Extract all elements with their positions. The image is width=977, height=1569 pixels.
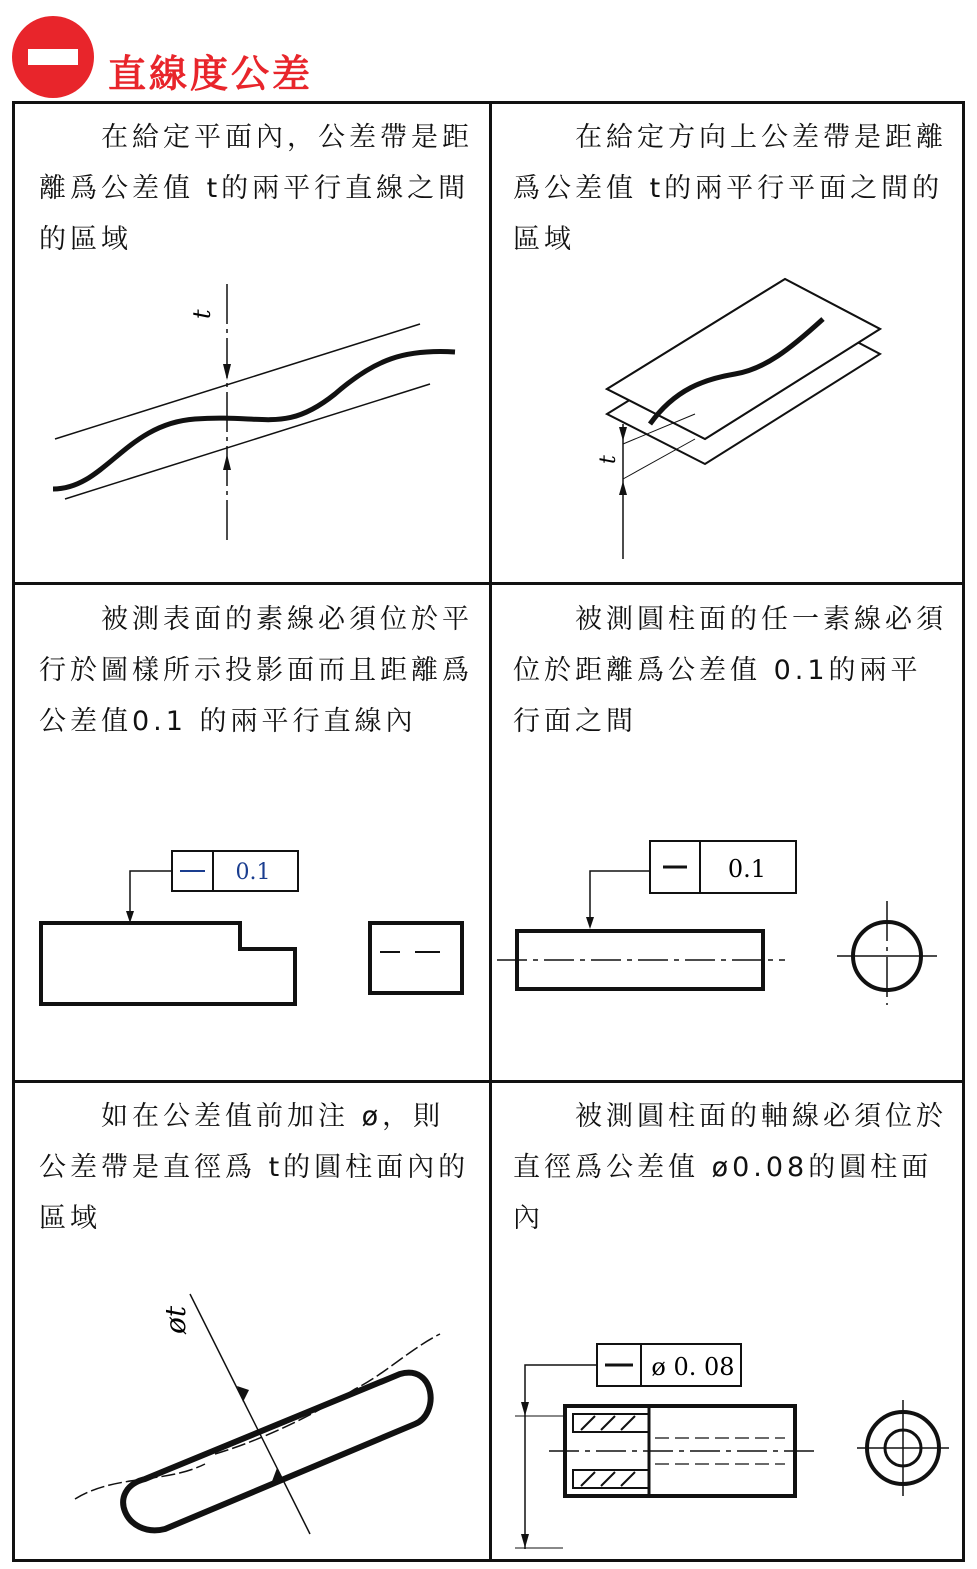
row-divider [15, 1080, 962, 1083]
cell-1-text: 在給定平面內，公差帶是距離爲公差值 t的兩平行直線之間的區域 [39, 122, 473, 255]
figure-cylinder-element [495, 839, 955, 1019]
cell-5-text: 如在公差值前加注 ø，則公差帶是直徑爲 t的圓柱面內的區域 [39, 1101, 470, 1234]
row-divider [15, 582, 962, 585]
section-title: 直線度公差 [108, 52, 314, 96]
figure-stepped-block [35, 839, 475, 1019]
cell-6-text: 被測圓柱面的軸線必須位於直徑爲公差值 ø0.08的圓柱面內 [513, 1101, 947, 1234]
figure-parallel-lines [45, 274, 465, 574]
cell-2-text: 在給定方向上公差帶是距離爲公差值 t的兩平行平面之間的區域 [513, 122, 947, 255]
t-label: t [188, 309, 216, 319]
figure-parallel-planes [595, 269, 895, 569]
column-divider [489, 104, 492, 1559]
figure-cylinder-axis [505, 1334, 955, 1564]
tolerance-value: 0.1 [235, 860, 271, 885]
t-label: t [596, 455, 621, 464]
tolerance-value: ø 0. 08 [651, 1353, 735, 1381]
figure-slanted-cylinder [55, 1274, 475, 1554]
cell-3-text: 被測表面的素線必須位於平行於圖樣所示投影面而且距離爲公差值0.1 的兩平行直線內 [39, 604, 473, 737]
tolerance-value: 0.1 [727, 855, 767, 883]
tolerance-table [12, 101, 965, 1562]
minus-circle-icon [12, 16, 94, 98]
phi-t-label: øt [159, 1305, 192, 1334]
section-header [12, 16, 612, 100]
cell-4-text: 被測圓柱面的任一素線必須位於距離爲公差值 0.1的兩平行面之間 [513, 604, 947, 737]
